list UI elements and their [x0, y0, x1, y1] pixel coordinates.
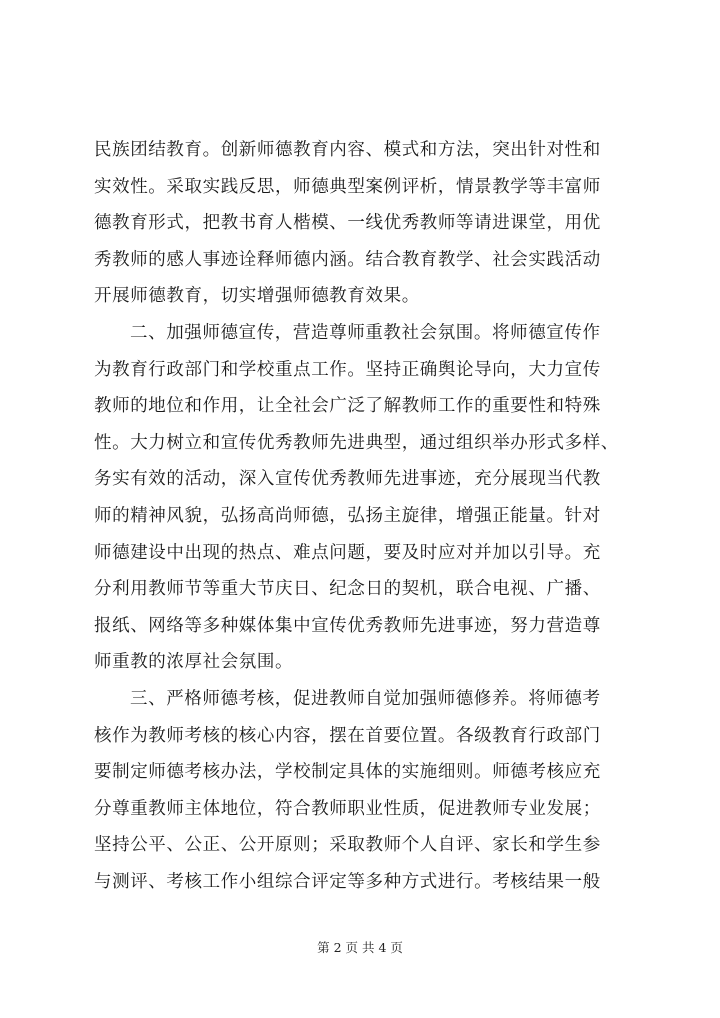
- paragraph-start-line: 二、加强师德宣传，营造尊师重教社会氛围。将师德宣传作: [130, 322, 601, 343]
- text-line: 开展师德教育，切实增强师德教育效果。: [94, 286, 420, 307]
- text-line: 报纸、网络等多种媒体集中宣传优秀教师先进事迹，努力营造尊: [94, 615, 601, 636]
- text-line: 为教育行政部门和学校重点工作。坚持正确舆论导向，大力宣传: [94, 359, 601, 380]
- text-line: 要制定师德考核办法，学校制定具体的实施细则。师德考核应充: [94, 762, 601, 783]
- text-line: 务实有效的活动，深入宣传优秀教师先进事迹，充分展现当代教: [94, 469, 601, 490]
- text-line: 分尊重教师主体地位，符合教师职业性质，促进教师专业发展；: [94, 798, 601, 819]
- text-line: 教师的地位和作用，让全社会广泛了解教师工作的重要性和特殊: [94, 396, 601, 417]
- text-line: 与测评、考核工作小组综合评定等多种方式进行。考核结果一般: [94, 871, 601, 892]
- text-line: 坚持公平、公正、公开原则；采取教师个人自评、家长和学生参: [94, 835, 601, 856]
- body-text: [94, 132, 634, 900]
- text-line: 实效性。采取实践反思，师德典型案例评析，情景教学等丰富师: [94, 176, 601, 197]
- text-line: 德教育形式，把教书育人楷模、一线优秀教师等请进课堂，用优: [94, 213, 601, 234]
- text-line: 师德建设中出现的热点、难点问题，要及时应对并加以引导。充: [94, 542, 601, 563]
- paragraph-start-line: 三、严格师德考核，促进教师自觉加强师德修养。将师德考: [130, 688, 601, 709]
- text-line: 民族团结教育。创新师德教育内容、模式和方法，突出针对性和: [94, 140, 601, 160]
- text-line: 师重教的浓厚社会氛围。: [94, 652, 294, 673]
- page-number-footer: 第 2 页 共 4 页: [317, 940, 403, 955]
- text-line: 秀教师的感人事迹诠释师德内涵。结合教育教学、社会实践活动: [94, 249, 601, 270]
- text-line: 师的精神风貌，弘扬高尚师德，弘扬主旋律，增强正能量。针对: [94, 505, 601, 526]
- text-line: 核作为教师考核的核心内容，摆在首要位置。各级教育行政部门: [94, 725, 601, 746]
- text-line: 分利用教师节等重大节庆日、纪念日的契机，联合电视、广播、: [94, 579, 601, 600]
- text-line: 性。大力树立和宣传优秀教师先进典型，通过组织举办形式多样、: [94, 432, 619, 453]
